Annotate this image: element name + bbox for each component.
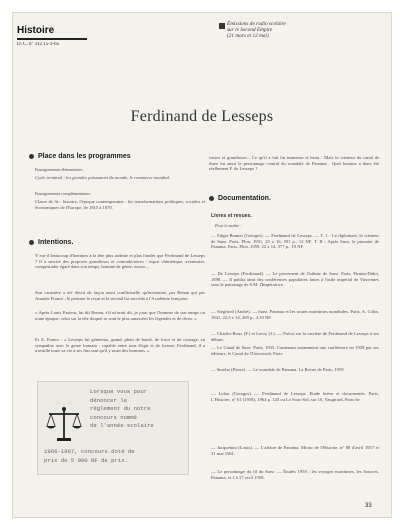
header-rule — [17, 38, 87, 40]
subsection-heading: Enseignements complémentaires. — [35, 191, 92, 196]
notice-line: 1966-1967, concours doté de — [44, 448, 135, 455]
subtitle-line: (21 mars et 12 mai) — [227, 33, 269, 40]
reference-entry: — Le Canal de Suez. Paris, 1935. Contenant notamment une conférence en 1958 par ses éditeurs, le Canal de l'Université, Paris. — [211, 345, 379, 356]
notice-text-bottom — [44, 448, 184, 465]
subsection-heading: Enseignements élémentaires. — [35, 167, 84, 172]
bullet-icon — [29, 240, 34, 245]
reference-entry: — Lulon (Georges). — Ferdinand de Lesseps. Etude brève et documentée, Paris, L'Histoire, n° 61 (1958), 1964 p. 145 ou Le Sous-Sol, sur 10, Vaugirard, Paris 6e. — [211, 391, 379, 402]
section-heading-documentation: Documentation. — [209, 195, 271, 202]
paragraph: Et A. France : « Lesseps fut généreux, grand, plein de bonté, de force et de courage, en sympathie avec le genre humain ; capable entre tous d'agir et de former. Ferdinand, il a travaillé toute sa vie à ses fins tant qu'il y avait des hommes. » — [35, 337, 205, 354]
notice-line: Lorsque vous pour — [90, 388, 148, 395]
paragraph: « Après Louis Pasteur, lui dit Renan, s'il m'avait dit, je jurai que l'homme de son temps ou toute époque, celui sur la tête duquel se sont le plus amassées les légendes et de rêves. » — [35, 310, 205, 321]
reference-entry: — Edgar-Bonnet (Georges). — Ferdinand de Lesseps. — T. 1 : Le diplomate, le créateur de Suez. Paris, Plon, 1951, 25 x 16, 501 p., 12 NF. T. II : Après Suez, le pionnier de Panama. Paris, Plon, 1959, 22 x 14, 377 p., 19 NF. — [211, 233, 379, 250]
contest-notice-box — [37, 381, 189, 475]
notice-line: dénoncer le — [90, 396, 127, 404]
notice-line: règlement du notre — [90, 405, 151, 413]
notice-text — [90, 388, 186, 431]
reference-entry: — Charles-Roux (F.) et Leroy (J.). — Précis sur la carrière de Ferdinand de Lesseps à ses débuts. — [211, 331, 379, 342]
page-number: 33 — [365, 503, 372, 509]
reference-entry: — Smolar (Pierre). — Le scandale de Panama. La Revue de Paris, 1959. — [211, 367, 345, 372]
bullet-icon — [209, 196, 214, 201]
notice-line: de l'année scolaire — [90, 422, 154, 430]
subtitle-block — [227, 21, 387, 40]
reference-entry: — Le personnage du fil du Suez. — Études 1958 ; les voyages maritimes, les Sources, Panama, et 1 à 17 avril 1958. — [211, 469, 379, 480]
section-heading-intentions: Intentions. — [29, 239, 73, 246]
subtitle-line: sur le Second Empire — [227, 27, 273, 34]
reference-entry: — Jacquemin (Louis). — L'affaire de Panama. Miroir de l'Histoire, n° 88 d'avril 1957 et 31 mai 1961. — [211, 445, 379, 456]
notice-line: concours nommé — [90, 413, 137, 421]
subsection-heading: Livres et revues. — [211, 213, 252, 219]
section-heading-programmes: Place dans les programmes — [29, 153, 131, 160]
category-label: Histoire — [17, 25, 55, 36]
reference-entry: — De Lesseps (Ferdinand). — Le percement de l'isthme de Suez. Paris, Firmin-Didot, 1898. — Il publia ainsi des conférences populaires faites à l'asile impérial de Vincennes sous le patronage de S.M. l'Impératrice. — [211, 271, 379, 288]
paragraph: Y eut-il beaucoup d'hommes à la tête plus ardente et plus fondés que Ferdinand de Lesseps ? Il a suscité des proposés grandioses et contradictoires : esprit chimérique, aventurier, conquistador égaré dans son temps, homme de génie, escroc... — [35, 253, 205, 270]
document-meta: D. C. n° 112 15-3-65 — [17, 42, 60, 47]
subtitle-line: Émissions de radio scolaire — [227, 21, 286, 27]
subtitle-bullet-icon — [219, 23, 225, 29]
document-page — [12, 12, 392, 518]
paragraph: Cycle terminal : les grandes puissances du monde, le commerce mondial. — [35, 175, 171, 180]
page-title: Ferdinand de Lesseps — [130, 108, 274, 125]
scales-of-justice-icon — [44, 404, 84, 444]
paragraph: Classe de 3e : histoire, l'époque contemporaine : les transformations politiques, sociales et économiques de l'Europe, de 1815 à 1870. — [35, 199, 205, 210]
bullet-icon — [29, 154, 34, 159]
reference-entry: — Siegfried (André). — Suez, Panama et les routes maritimes mondiales. Paris, A. Colin, 1941, 22,5 x 14, 269 p., 4,10 NF. — [211, 309, 379, 320]
notice-line: prix de 5 000 NF de prix. — [44, 456, 128, 464]
reference-label: Pour le maître : — [215, 223, 242, 228]
paragraph: vastes et grandioses... Ce qu'il a fait fut immense et beau... Mais le créateur du canal de Suez fut aussi le personnage central du scandale de Panama... Quel homme a donc été réellement F. de Lesseps ? — [209, 155, 379, 172]
paragraph: Son caractère a été décrit de façon aussi conflictuelle qu'incertaine, par Renan qui par Anatole France ; le premier le reçut et le second lui succéda à l'Académie française. — [35, 290, 205, 301]
